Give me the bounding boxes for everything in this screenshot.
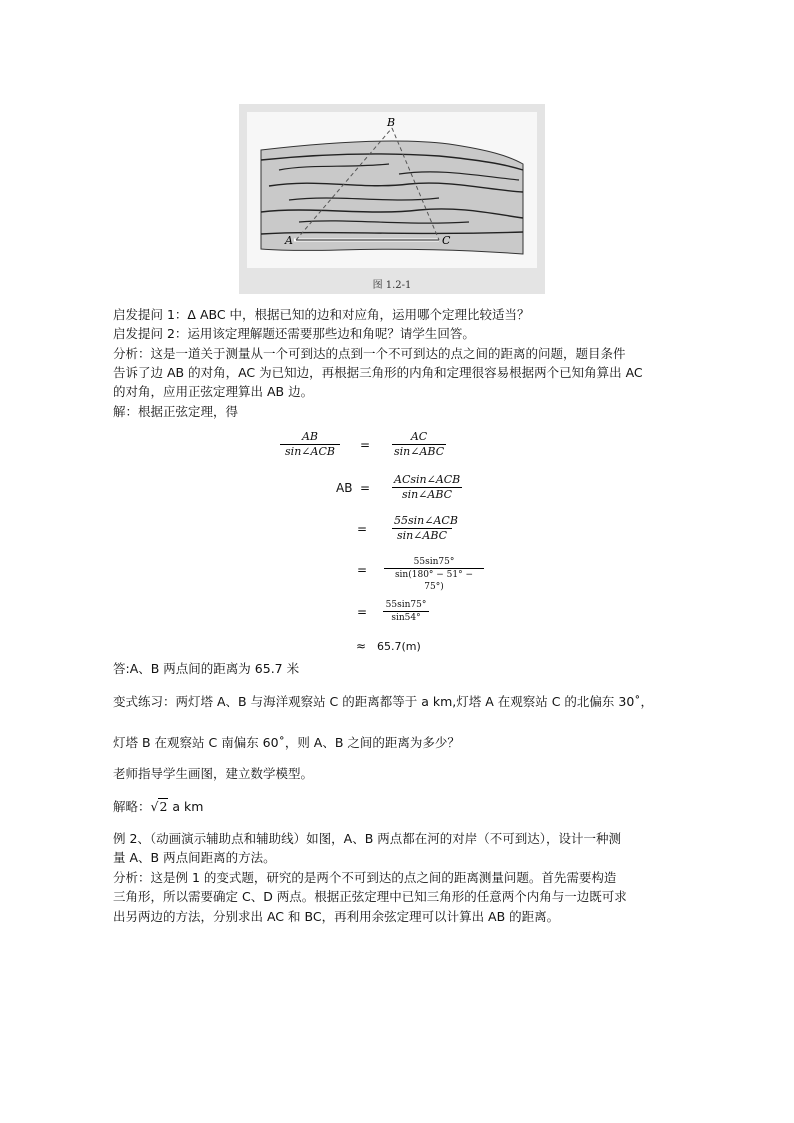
fraction-step-4 bbox=[383, 599, 429, 624]
approx-sign: ≈ bbox=[356, 639, 367, 653]
fraction-step-2 bbox=[392, 514, 458, 543]
fraction-ac-over-sin-abc bbox=[392, 430, 446, 459]
prompt-question-1: 启发提问 1：Δ ABC 中，根据已知的边和对应角，运用哪个定理比较适当？ bbox=[113, 307, 530, 322]
fraction-denominator: sin∠ABC bbox=[396, 529, 448, 542]
variant-exercise-line: 变式练习：两灯塔 A、B 与海洋观察站 C 的距离都等于 a km,灯塔 A 在观察站 C 的北偏东 30˚， bbox=[113, 694, 654, 709]
fraction-ab-over-sin-acb bbox=[280, 430, 340, 459]
brief-answer-suffix: a km bbox=[168, 799, 204, 814]
answer-line: 答:A、B 两点间的距离为 65.7 米 bbox=[113, 661, 300, 676]
teacher-guidance: 老师指导学生画图，建立数学模型。 bbox=[113, 766, 314, 781]
analysis-line: 的对角，应用正弦定理算出 AB 边。 bbox=[113, 384, 314, 399]
ab-label: AB bbox=[336, 481, 353, 495]
fraction-numerator: AC bbox=[410, 430, 428, 443]
sqrt-radicand: 2 bbox=[159, 799, 168, 814]
analysis-line: 告诉了边 AB 的对角，AC 为已知边，再根据三角形的内角和定理很容易根据两个已知角算出 AC bbox=[113, 365, 643, 380]
label-c: C bbox=[442, 234, 451, 247]
brief-answer-prefix: 解略： bbox=[113, 799, 151, 814]
river-band bbox=[261, 141, 523, 254]
equals-sign: = bbox=[360, 481, 371, 495]
equals-sign: = bbox=[360, 438, 371, 452]
analysis-2-line: 出另两边的方法，分别求出 AC 和 BC，再利用余弦定理可以计算出 AB 的距离。 bbox=[113, 909, 560, 924]
fraction-numerator: AB bbox=[301, 430, 319, 443]
fraction-denominator: sin∠ABC bbox=[401, 488, 453, 501]
analysis-2-line: 分析：这是例 1 的变式题，研究的是两个不可到达的点之间的距离测量问题。首先需要构造 bbox=[113, 870, 617, 885]
result-value: 65.7(m) bbox=[377, 640, 421, 653]
example-2-line: 量 A、B 两点间距离的方法。 bbox=[113, 850, 276, 865]
prompt-question-2: 启发提问 2：运用该定理解题还需要那些边和角呢？请学生回答。 bbox=[113, 326, 475, 341]
label-a: A bbox=[285, 234, 293, 247]
equals-sign: = bbox=[357, 605, 368, 619]
analysis-line: 分析：这是一道关于测量从一个可到达的点到一个不可到达的点之间的距离的问题，题目条件 bbox=[113, 346, 626, 361]
fraction-numerator: 55sin75° bbox=[413, 557, 455, 567]
variant-exercise-line: 灯塔 B 在观察站 C 南偏东 60˚，则 A、B 之间的距离为多少？ bbox=[113, 735, 460, 750]
equals-sign: = bbox=[357, 563, 368, 577]
analysis-2-line: 三角形，所以需要确定 C、D 两点。根据正弦定理中已知三角形的任意两个内角与一边既可求 bbox=[113, 889, 627, 904]
river-figure bbox=[239, 104, 545, 294]
solution-intro: 解：根据正弦定理，得 bbox=[113, 404, 239, 419]
equals-sign: = bbox=[357, 522, 368, 536]
fraction-denominator: sin(180° − 51° − 75°) bbox=[394, 570, 474, 592]
fraction-numerator: 55sin∠ACB bbox=[394, 514, 458, 527]
brief-answer bbox=[113, 798, 203, 815]
fraction-denominator: sin∠ABC bbox=[394, 445, 445, 458]
fraction-denominator: sin54° bbox=[391, 613, 421, 623]
figure-caption: 图 1.2-1 bbox=[372, 280, 412, 291]
river-diagram bbox=[239, 104, 545, 294]
label-b: B bbox=[387, 116, 396, 129]
fraction-step-3 bbox=[384, 556, 484, 593]
fraction-step-1 bbox=[392, 473, 462, 502]
fraction-denominator: sin∠ACB bbox=[285, 445, 335, 458]
fraction-numerator: 55sin75° bbox=[385, 600, 427, 610]
example-2-line: 例 2、（动画演示辅助点和辅助线）如图，A、B 两点都在河的对岸（不可到达），设计一种测 bbox=[113, 831, 622, 846]
fraction-numerator: ACsin∠ACB bbox=[394, 473, 461, 486]
sqrt-expression: √2 bbox=[150, 799, 168, 814]
